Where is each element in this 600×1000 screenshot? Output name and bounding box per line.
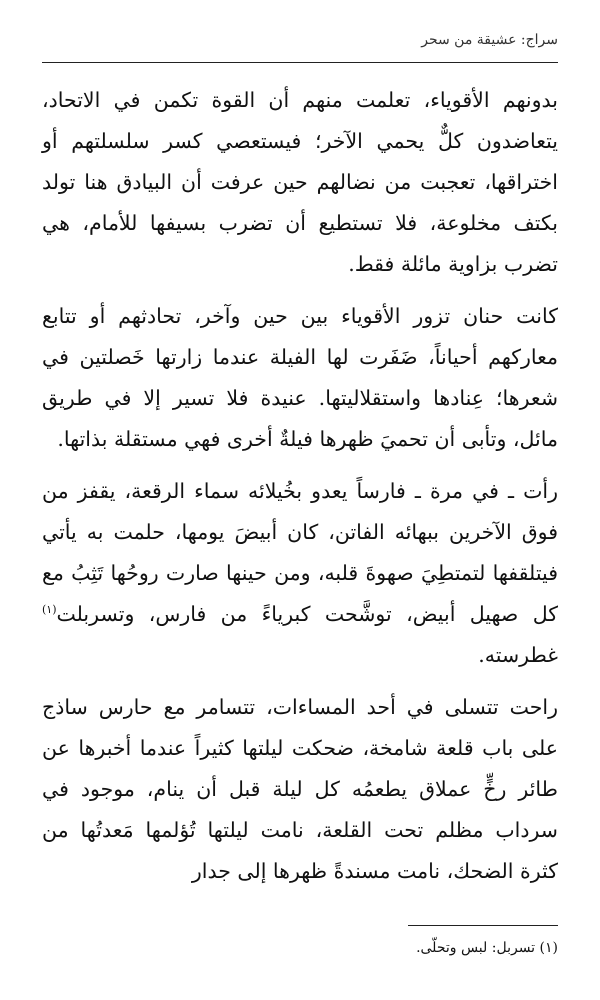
running-header: سراج: عشيقة من سحر <box>421 32 558 48</box>
paragraph-3-ending: غطرسته. <box>478 643 558 667</box>
body-text <box>42 80 558 903</box>
paragraph-4: راحت تتسلى في أحد المساءات، تتسامر مع حارس ساذج على باب قلعة شامخة، ضحكت ليلتها كثيراً عندما أخبرها عن طائر رخٍّ عملاق يطعمُه كل ليلة قبل أن ينام، موجود في سرداب مظلم تحت القلعة، نامت ليلتها تُؤلمها مَعدتُها من كثرة الضحك، نامت مسندةً ظهرها إلى جدار <box>42 695 558 883</box>
footnote-reference: (١) <box>42 603 57 617</box>
paragraph-2: كانت حنان تزور الأقوياء بين حين وآخر، تحادثهم أو تتابع معاركهم أحياناً، ضَفَرت لها الفيلة عندما زارتها خَصلتين في شعرها؛ عِنادها واستقلاليتها. عنيدة فلا تسير إلا في طريق مائل، وتأبى أن تحميَ ظهرها فيلةٌ أخرى فهي مستقلة بذاتها. <box>42 304 558 451</box>
paragraph-3 <box>42 471 558 676</box>
footnote-rule <box>408 925 558 926</box>
paragraph-3-text: رأت ـ في مرة ـ فارساً يعدو بخُيلائه سماء الرقعة، يقفز من فوق الآخرين ببهائه الفاتن، كان أبيضَ يومها، حلمت به يأتي فيتلقفها لتمتطِيَ صهوةَ قلبه، ومن حينها صارت روحُها تَثِبُ مع كل صهيل أبيض، توشَّحت كبرياءً من فارس، وتسربلت <box>42 479 558 626</box>
paragraph-1: بدونهم الأقوياء، تعلمت منهم أن القوة تكمن في الاتحاد، يتعاضدون كلٌّ يحمي الآخر؛ فيستعصي كسر سلسلتهم أو اختراقها، تعجبت من نضالهم حين عرفت أن البيادق هنا تولد بكتف مخلوعة، فلا تستطيع أن تضرب بسيفها للأمام، هي تضرب بزاوية مائلة فقط. <box>42 88 558 276</box>
footnote: (١) تسربل: لبس وتحلّى. <box>416 940 558 956</box>
header-rule <box>42 62 558 63</box>
